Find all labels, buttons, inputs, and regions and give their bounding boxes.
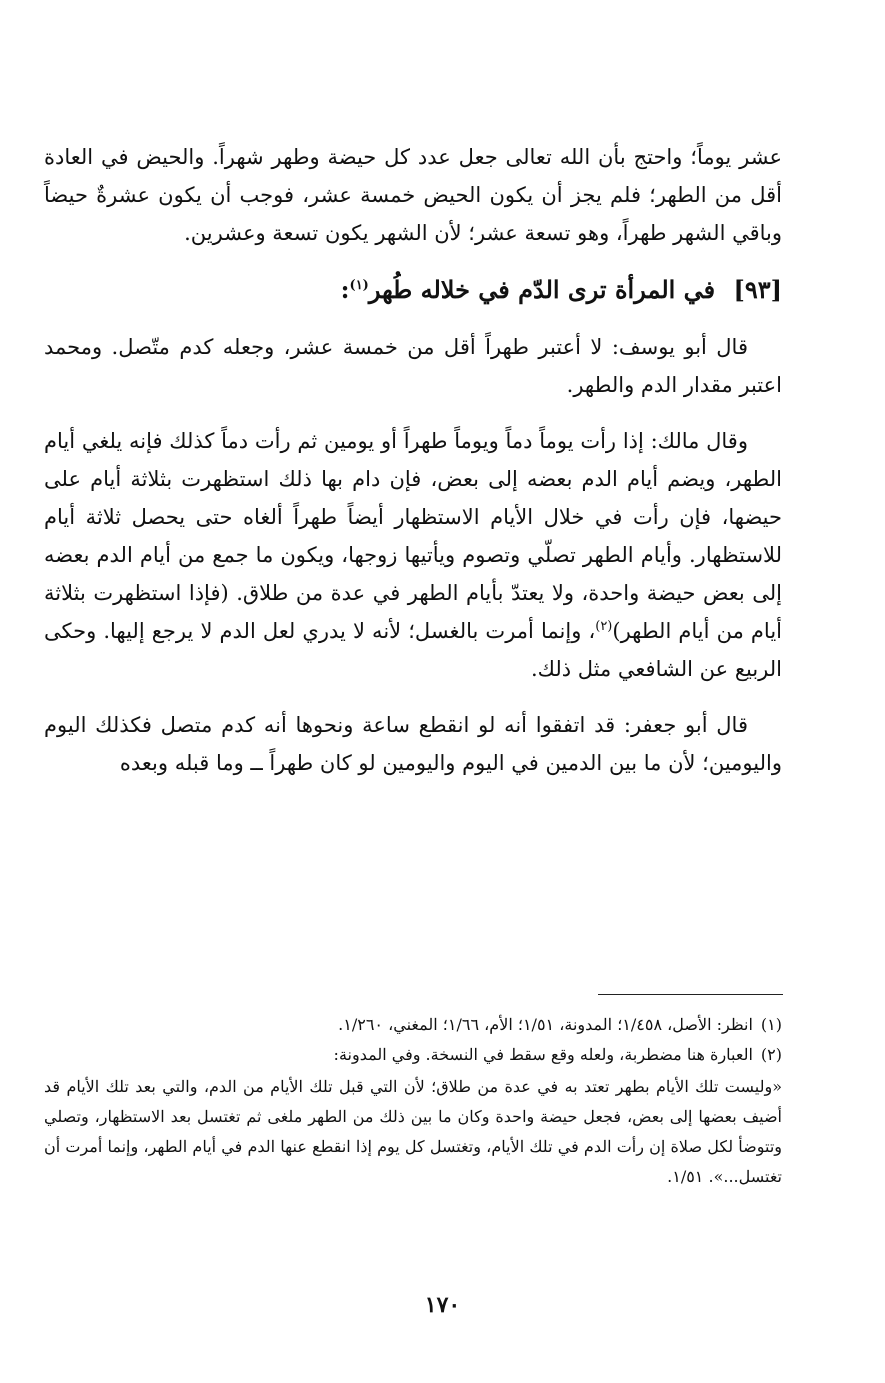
- paragraph-3-part-a: وقال مالك: إذا رأت يوماً دماً ويوماً طهراً أو يومين ثم رأت دماً كذلك فإنه يلغي أيام الطهر، ويضم أيام الدم بعضه إلى بعض، فإن دام بها ذلك استظهرت بثلاثة أيام على حيضها، فإن رأت في خلال الأيام الاستظهار أيضاً طهراً ألغاه حتى يحصل ثلاثة أيام للاستظهار. وأيام الطهر تصلّي وتصوم ويأتيها زوجها، ويكون ما جمع من أيام الدم بعضه إلى بعض حيضة واحدة، ولا يعتدّ بأيام الطهر في عدة من طلاق. (فإذا استظهرت بثلاثة أيام من أيام الطهر): [44, 429, 783, 643]
- paragraph-3-footnote-ref[interactable]: (٢): [595, 619, 613, 634]
- main-text: [44, 138, 782, 800]
- footnote-2-quote: «وليست تلك الأيام بطهر تعتد به في عدة من طلاق؛ لأن التي قبل تلك الأيام من الدم، والتي بعد تلك الأيام قد أضيف بعضها إلى بعض، فجعل حيضة واحدة وكان ما بين ذلك من الطهر ملغى ثم تغتسل بعد الاستظهار، وتصلي وتتوضأ لكل صلاة إن رأت الدم في تلك الأيام، وتغتسل كل يوم إذا انقطع عنها الدم في أيام الطهر، وإنما أمرت أن تغتسل...». ١/٥١.: [44, 1077, 782, 1186]
- footnote-1-text: انظر: الأصل، ١/٤٥٨؛ المدونة، ١/٥١؛ الأم، ١/٦٦؛ المغني، ١/٢٦٠.: [338, 1015, 753, 1034]
- paragraph-4: قال أبو جعفر: قد اتفقوا أنه لو انقطع ساعة ونحوها أنه كدم متصل فكذلك اليوم واليومين؛ لأن ما بين الدمين في اليوم واليومين لو كان طهراً ــ وما قبله وبعده: [44, 713, 782, 775]
- footnote-2-text: العبارة هنا مضطربة، ولعله وقع سقط في النسخة. وفي المدونة:: [333, 1045, 753, 1064]
- section-title: في المرأة ترى الدّم في خلاله طُهر: [368, 275, 716, 304]
- paragraph-2: قال أبو يوسف: لا أعتبر طهراً أقل من خمسة عشر، وجعله كدم متّصل. ومحمد اعتبر مقدار الدم والطهر.: [44, 335, 782, 397]
- footnote-divider: [598, 994, 783, 995]
- footnote-2-number: (٢): [760, 1045, 782, 1064]
- section-number: [٩٣]: [733, 275, 782, 304]
- footnote-2: [44, 1042, 782, 1068]
- paragraph-1: عشر يوماً؛ واحتج بأن الله تعالى جعل عدد كل حيضة وطهر شهراً. والحيض في العادة أقل من الطهر؛ فلم يجز أن يكون الحيض خمسة عشر، فوجب أن يكون عشرةٌ حيضاً وباقي الشهر طهراً، وهو تسعة عشر؛ لأن الشهر يكون تسعة وعشرين.: [44, 145, 783, 245]
- paragraph-3: [44, 422, 782, 688]
- footnote-1: [44, 1012, 782, 1038]
- heading-colon: :: [340, 275, 350, 304]
- paragraph-3-part-b: ، وإنما أمرت بالغسل؛ لأنه لا يدري لعل الدم لا يرجع إليها. وحكى الربيع عن الشافعي مثل ذلك.: [44, 619, 782, 681]
- footnotes: [44, 1012, 782, 1192]
- page-number: ١٧٠: [424, 1292, 461, 1318]
- section-heading: [44, 270, 782, 310]
- footnote-1-number: (١): [760, 1015, 782, 1034]
- heading-footnote-ref[interactable]: (١): [349, 278, 369, 293]
